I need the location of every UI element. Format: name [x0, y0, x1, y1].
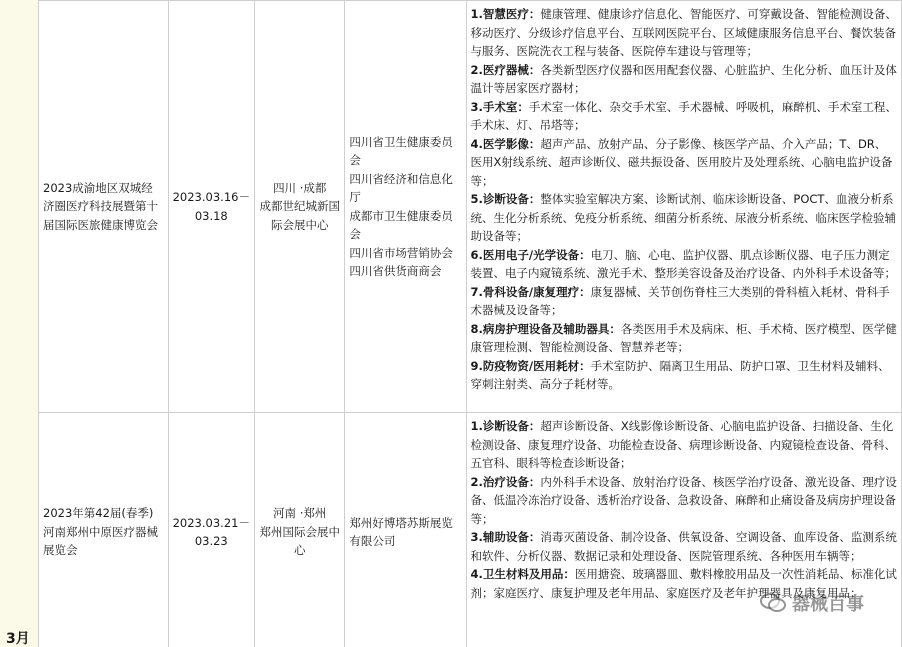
category-text: 消毒灭菌设备、制冷设备、供氧设备、空调设备、血库设备、监测系统和软件、分析仪器、数据记录和处理设备、医院管理系统、各种医用车辆等； — [470, 530, 897, 563]
watermark — [760, 590, 864, 616]
category-item — [471, 417, 897, 473]
category-item — [471, 473, 897, 529]
table-row — [39, 1, 902, 413]
month-column — [0, 0, 39, 647]
category-title: 7.骨科设备/康复理疗： — [470, 284, 591, 299]
category-item — [471, 357, 897, 394]
month-label: 3月 — [6, 631, 30, 647]
category-text: 整体实验室解决方案、诊断试剂、临床诊断设备、POCT、血液分析系统、生化分析系统、免疫分析系统、细菌分析系统、尿液分析系统、临床医学检验辅助设备等； — [470, 192, 897, 243]
category-title: 1.智慧医疗： — [470, 7, 541, 21]
watermark-text: 器械百事 — [792, 594, 864, 615]
exhibition-dates: 2023.03.16－03.18 — [168, 1, 255, 413]
category-title: 3.辅助设备： — [470, 530, 541, 544]
exhibition-name: 2023年第42届(春季)河南郑州中原医疗器械展览会 — [39, 413, 169, 647]
category-text: 超声产品、放射产品、分子影像、核医学产品、介入产品；T、DR、医用X射线系统、超声诊断仪、磁共振设备、医用胶片及处理系统、心脑电监护设备等； — [470, 136, 893, 188]
category-text: 健康管理、健康诊疗信息化、智能医疗、可穿戴设备、智能检测设备、移动医疗、分级诊疗信息平台、互联网医院平台、区域健康服务信息平台、餐饮装备与服务、医院洗衣工程与装备、医院停车建设与管理等； — [470, 7, 897, 58]
exhibition-name: 2023成渝地区双城经济圈医疗科技展暨第十届国际医旅健康博览会 — [39, 1, 169, 413]
category-title: 4.卫生材料及用品： — [470, 567, 575, 581]
exhibition-organizer: 四川省卫生健康委员会 四川省经济和信息化厅 成都市卫生健康委员会 四川省市场营销协会 四川省供货商商会 — [345, 1, 466, 413]
exhibition-organizer: 郑州好博塔苏斯展览有限公司 — [345, 413, 466, 647]
category-title: 8.病房护理设备及辅助器具： — [470, 321, 621, 336]
category-text: 手术室防护、隔离卫生用品、防护口罩、卫生材料及辅料、穿刺注射类、高分子耗材等。 — [470, 358, 890, 391]
category-title: 1.诊断设备： — [470, 419, 541, 433]
category-text: 内外科手术设备、放射治疗设备、核医学治疗设备、激光设备、理疗设备、低温冷冻治疗设备、透析治疗设备、急救设备、麻醉和止痛设备及病房护理设备等； — [470, 474, 897, 526]
chat-bubble-icon — [760, 592, 786, 614]
exhibition-venue: 四川 ·成都 成都世纪城新国际会展中心 — [255, 1, 345, 413]
category-item — [471, 246, 897, 283]
category-title: 6.医用电子/光学设备： — [470, 247, 591, 262]
category-item — [471, 98, 897, 135]
category-text: 电刀、脑、心电、监护仪器、肌点诊断仪器、电子压力测定装置、电子内窥镜系统、激光手术、整形美容设备及治疗设备、内外科手术设备等； — [470, 247, 897, 280]
category-text: 医用搪瓷、玻璃器皿、敷料橡胶用品及一次性消耗品、标准化试剂；家庭医疗、康复护理及老年用品、家庭医疗及老年护理器具及康复用品； — [470, 567, 897, 600]
category-title: 2.治疗设备： — [470, 474, 541, 489]
category-title: 4.医学影像： — [470, 136, 541, 151]
category-title: 9.防疫物资/医用耗材： — [470, 358, 591, 373]
category-title: 2.医疗器械： — [470, 62, 541, 77]
exhibition-venue: 河南 ·郑州 郑州国际会展中心 — [255, 413, 345, 647]
category-item — [471, 528, 897, 565]
category-item — [471, 190, 897, 246]
category-item — [471, 61, 897, 98]
category-text: 超声诊断设备、X线影像诊断设备、心脑电监护设备、扫描设备、生化检测设备、康复理疗设备、功能检查设备、病理诊断设备、内窥镜检查设备、骨科、五官科、眼科等检查诊断设备； — [470, 419, 897, 470]
category-text: 各类新型医疗仪器和医用配套仪器、心脏监护、生化分析、血压计及体温计等居家医疗器材； — [470, 62, 897, 95]
category-text: 康复器械、关节创伤脊柱三大类别的骨科植入耗材、骨科手术器械及设备等； — [470, 284, 890, 317]
category-item — [471, 320, 897, 357]
category-text: 各类医用手术及病床、柜、手术椅、医疗模型、医学健康管理检测、智能检测设备、智慧养老等； — [470, 321, 897, 354]
exhibition-table — [38, 0, 902, 647]
category-title: 5.诊断设备： — [470, 192, 541, 206]
exhibit-categories — [466, 1, 901, 413]
category-title: 3.手术室： — [470, 99, 529, 114]
category-item — [471, 5, 897, 61]
exhibition-dates: 2023.03.21－03.23 — [168, 413, 255, 647]
category-text: 手术室一体化、杂交手术室、手术器械、呼吸机，麻醉机、手术室工程、手术床、灯、吊塔等； — [470, 99, 897, 132]
category-item — [471, 135, 897, 191]
category-item — [471, 283, 897, 320]
